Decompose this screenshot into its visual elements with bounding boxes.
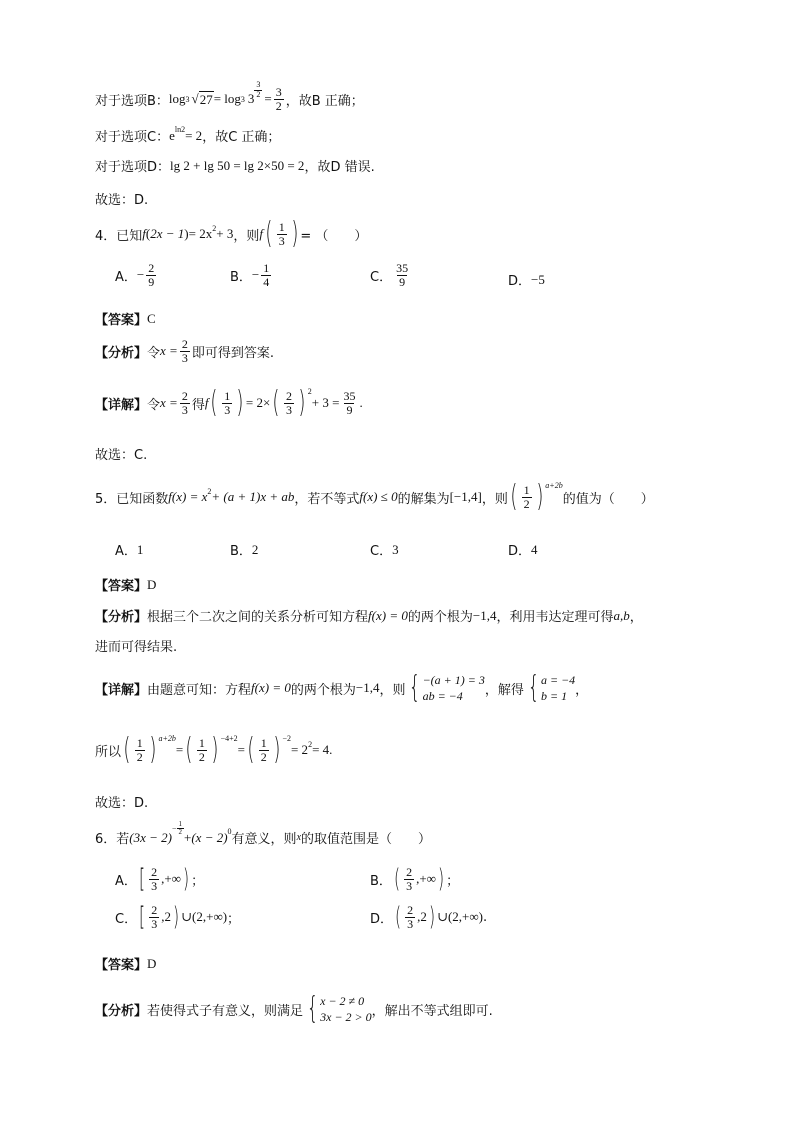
q4-final: 故选：C. bbox=[95, 448, 148, 463]
q6-analysis: 【分析】 若使得式子有意义，则满足 { x − 2 ≠ 0 3x − 2 > 0 ，解出不等式组即可. bbox=[95, 991, 493, 1027]
q4-option-d[interactable]: D． −5 bbox=[508, 271, 545, 289]
q6-answer: 【答案】 D bbox=[95, 955, 157, 973]
equation-system: −(a + 1) = 3 ab = −4 bbox=[422, 673, 485, 704]
q6-stem: 6．若 (3x − 2) − $\frac{1}{2}$ + (x − 2) $^0$ 有意义，则 x 的取值范围是（ ） bbox=[95, 819, 432, 847]
q5-option-c[interactable]: C． 3 bbox=[370, 541, 399, 559]
q5-option-d[interactable]: D． 4 bbox=[508, 541, 538, 559]
q5-analysis: 【分析】 根据三个二次之间的关系分析可知方程 f(x) = 0 的两个根为 −1,4 ，利用韦达定理可得 a,b ， bbox=[95, 607, 643, 625]
q3-option-c-line: 对于选项C： e $^{ln2}$ = 2 ，故C 正确； bbox=[95, 125, 281, 145]
q6-option-a[interactable]: A． [ $\frac{2}{3}$ ,+∞ ) ； bbox=[115, 864, 205, 895]
q5-option-a[interactable]: A． 1 bbox=[115, 541, 144, 559]
q5-answer: 【答案】 D bbox=[95, 576, 157, 594]
q5-analysis-cont: 进而可得结果. bbox=[95, 640, 178, 655]
inequality-system: x − 2 ≠ 0 3x − 2 > 0 bbox=[320, 994, 372, 1025]
q3-option-d-line: 对于选项D： lg 2 + lg 50 = lg 2×50 = 2 ，故D 错误. bbox=[95, 157, 375, 175]
q6-option-b[interactable]: B． ( $\frac{2}{3}$ ,+∞ ) ； bbox=[370, 864, 460, 895]
q5-so: 所以 ( $\frac{1}{2}$ ) $^{a+2b}$ = ( $\frac{1}{2}$ ) $^{-4+2}$ = ( $\frac{1}{2}$ ) $^{-2}$ = 2 $^2$ = 4 . bbox=[95, 732, 333, 767]
q6-option-d[interactable]: D． ( $\frac{2}{3}$ ,2 ) ∪(2,+∞) . bbox=[370, 902, 488, 933]
q5-option-b[interactable]: B． 2 bbox=[230, 541, 259, 559]
q4-stem: 4．已知 f ( 2x − 1 ) = 2x $^2$ + 3 ，则 f ( $\frac{1}{3}$ ) = （ ） bbox=[95, 216, 368, 251]
q4-option-b[interactable]: B． − $\frac{1}{4}$ bbox=[230, 261, 270, 289]
solution-system: a = −4 b = 1 bbox=[540, 673, 576, 704]
q4-option-c[interactable]: C． $\frac{35}{9}$ bbox=[370, 261, 409, 289]
q3-option-b-line: 对于选项B： log 3 √ 27 = log 3 3 $\frac{3}{2}$ = $\frac{3}{2}$ ，故B 正确； bbox=[95, 80, 364, 113]
q5-detail: 【详解】 由题意可知：方程 f(x) = 0 的两个根为 −1,4 ，则 { −(a + 1) = 3 ab = −4 ，解得 { a = −4 b = 1 ， bbox=[95, 670, 589, 706]
q3-final: 故选：D. bbox=[95, 193, 149, 208]
exponent-fraction: $\frac{3}{2}$ bbox=[256, 80, 261, 99]
q4-option-a[interactable]: A． − $\frac{2}{9}$ bbox=[115, 261, 155, 289]
q4-detail: 【详解】 令 x = $\frac{2}{3}$ 得 f ( $\frac{1}{3}$ ) = 2× ( $\frac{2}{3}$ ) $^2$ + 3 = $\frac{35}{9}$ . bbox=[95, 385, 363, 420]
q5-final: 故选：D. bbox=[95, 796, 149, 811]
q5-stem: 5．已知函数 f(x) = x $^2$ + (a + 1)x + ab ，若不等式 f(x) ≤ 0 的解集为 [−1,4] ，则 ( $\frac{1}{2}$ ) $^{a+2b}$ 的值为（ ） bbox=[95, 479, 654, 514]
q4-answer: 【答案】 C bbox=[95, 310, 156, 328]
fraction: $\frac{3}{2}$ bbox=[275, 85, 282, 113]
fraction: $\frac{1}{3}$ bbox=[278, 219, 285, 248]
q4-analysis: 【分析】 令 x = $\frac{2}{3}$ 即可得到答案. bbox=[95, 337, 274, 365]
q6-option-c[interactable]: C． [ $\frac{2}{3}$ ,2 ) ∪(2,+∞) ； bbox=[115, 902, 241, 933]
